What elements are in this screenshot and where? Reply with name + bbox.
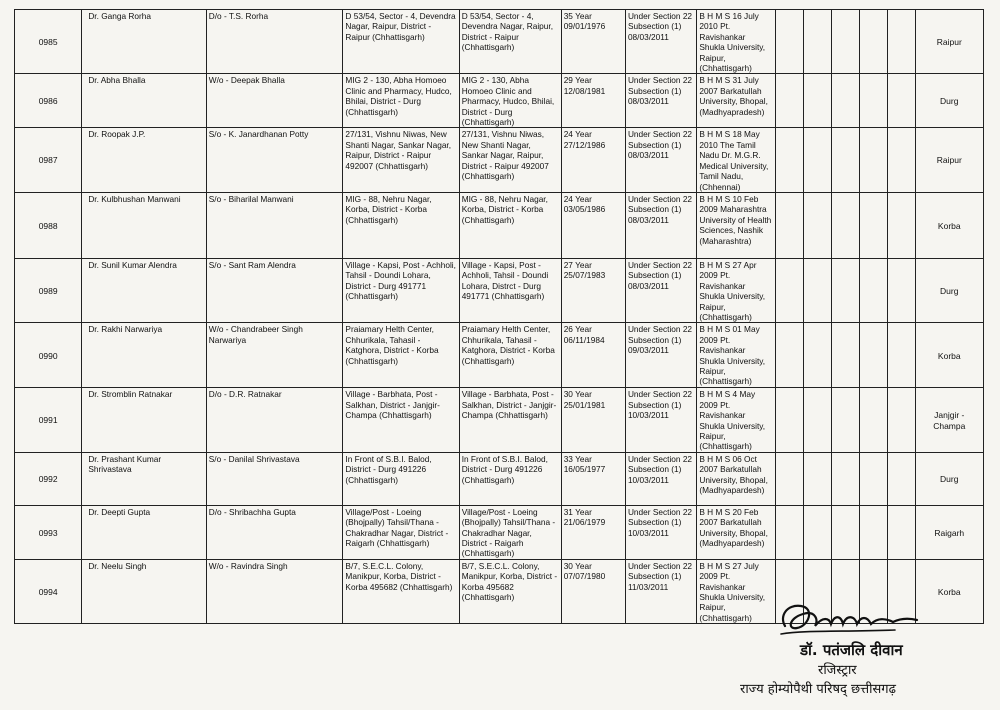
doctor-name-cell: Dr. Stromblin Ratnakar xyxy=(82,388,206,452)
qualification-cell: B H M S 18 May 2010 The Tamil Nadu Dr. M.G.R. Medical University, Tamil Nadu, (Chhennai) xyxy=(697,128,776,192)
registration-section-cell: Under Section 22 Subsection (1) 08/03/2011 xyxy=(625,192,696,258)
permanent-address-cell: Praiamary Helth Center, Chhurikala, Tahasil - Katghora, District - Korba (Chhattisgarh) xyxy=(459,323,561,388)
serial-number-cell: 0987 xyxy=(15,128,82,192)
relation-name-cell: D/o - Shribachha Gupta xyxy=(206,505,343,559)
registration-table xyxy=(14,9,984,624)
blank-cell xyxy=(804,505,832,559)
blank-cell xyxy=(860,74,888,128)
blank-cell xyxy=(860,10,888,74)
district-cell: Durg xyxy=(915,452,983,505)
age-dob-cell: 35 Year 09/01/1976 xyxy=(561,10,625,74)
blank-cell xyxy=(888,388,916,452)
district-cell: Korba xyxy=(915,559,983,623)
qualification-cell: B H M S 16 July 2010 Pt. Ravishankar Shukla University, Raipur, (Chhattisgarh) xyxy=(697,10,776,74)
serial-number-cell: 0989 xyxy=(15,258,82,322)
present-address-cell: Village - Barbhata, Post - Salkhan, District - Janjgir-Champa (Chhattisgarh) xyxy=(343,388,459,452)
table-row xyxy=(15,388,984,452)
registration-section-cell: Under Section 22 Subsection (1) 09/03/2011 xyxy=(625,323,696,388)
permanent-address-cell: In Front of S.B.I. Balod, District - Durg 491226 (Chhattisgarh) xyxy=(459,452,561,505)
district-cell: Durg xyxy=(915,74,983,128)
serial-number-cell: 0992 xyxy=(15,452,82,505)
blank-cell xyxy=(775,258,804,322)
qualification-cell: B H M S 10 Feb 2009 Maharashtra University of Health Sciences, Nashik (Maharashtra) xyxy=(697,192,776,258)
relation-name-cell: W/o - Ravindra Singh xyxy=(206,559,343,623)
doctor-name-cell: Dr. Abha Bhalla xyxy=(82,74,206,128)
serial-number-cell: 0990 xyxy=(15,323,82,388)
blank-cell xyxy=(860,452,888,505)
signature-mark xyxy=(775,596,925,640)
district-cell: Korba xyxy=(915,192,983,258)
age-dob-cell: 29 Year 12/08/1981 xyxy=(561,74,625,128)
registration-section-cell: Under Section 22 Subsection (1) 08/03/2011 xyxy=(625,74,696,128)
permanent-address-cell: MIG - 88, Nehru Nagar, Korba, District - Korba (Chhattisgarh) xyxy=(459,192,561,258)
age-dob-cell: 24 Year 03/05/1986 xyxy=(561,192,625,258)
age-dob-cell: 26 Year 06/11/1984 xyxy=(561,323,625,388)
doctor-name-cell: Dr. Roopak J.P. xyxy=(82,128,206,192)
doctor-name-cell: Dr. Deepti Gupta xyxy=(82,505,206,559)
council-name: राज्य होम्योपैथी परिषद् छत्तीसगढ़ xyxy=(740,682,896,697)
serial-number-cell: 0993 xyxy=(15,505,82,559)
registration-section-cell: Under Section 22 Subsection (1) 08/03/2011 xyxy=(625,10,696,74)
blank-cell xyxy=(831,128,860,192)
relation-name-cell: S/o - Sant Ram Alendra xyxy=(206,258,343,322)
age-dob-cell: 31 Year 21/06/1979 xyxy=(561,505,625,559)
district-cell: Raipur xyxy=(915,10,983,74)
present-address-cell: In Front of S.B.I. Balod, District - Durg 491226 (Chhattisgarh) xyxy=(343,452,459,505)
blank-cell xyxy=(860,505,888,559)
blank-cell xyxy=(775,323,804,388)
registration-section-cell: Under Section 22 Subsection (1) 10/03/2011 xyxy=(625,388,696,452)
blank-cell xyxy=(860,192,888,258)
serial-number-cell: 0986 xyxy=(15,74,82,128)
permanent-address-cell: Village/Post - Loeing (Bhojpally) Tahsil/Thana - Chakradhar Nagar, District - Raigarh (Chhattisgarh) xyxy=(459,505,561,559)
blank-cell xyxy=(888,192,916,258)
present-address-cell: B/7, S.E.C.L. Colony, Manikpur, Korba, District - Korba 495682 (Chhattisgarh) xyxy=(343,559,459,623)
blank-cell xyxy=(804,388,832,452)
blank-cell xyxy=(888,452,916,505)
present-address-cell: 27/131, Vishnu Niwas, New Shanti Nagar, Sankar Nagar, Raipur, District - Raipur 492007 (Chhattisgarh) xyxy=(343,128,459,192)
relation-name-cell: W/o - Deepak Bhalla xyxy=(206,74,343,128)
age-dob-cell: 30 Year 07/07/1980 xyxy=(561,559,625,623)
registration-section-cell: Under Section 22 Subsection (1) 10/03/2011 xyxy=(625,452,696,505)
serial-number-cell: 0991 xyxy=(15,388,82,452)
serial-number-cell: 0985 xyxy=(15,10,82,74)
blank-cell xyxy=(775,74,804,128)
age-dob-cell: 33 Year 16/05/1977 xyxy=(561,452,625,505)
blank-cell xyxy=(831,74,860,128)
qualification-cell: B H M S 27 July 2009 Pt. Ravishankar Shukla University, Raipur, (Chhattisgarh) xyxy=(697,559,776,623)
blank-cell xyxy=(775,452,804,505)
blank-cell xyxy=(831,452,860,505)
blank-cell xyxy=(831,258,860,322)
relation-name-cell: W/o - Chandrabeer Singh Narwariya xyxy=(206,323,343,388)
blank-cell xyxy=(888,74,916,128)
blank-cell xyxy=(860,128,888,192)
blank-cell xyxy=(804,74,832,128)
serial-number-cell: 0988 xyxy=(15,192,82,258)
permanent-address-cell: D 53/54, Sector - 4, Devendra Nagar, Raipur, District - Raipur (Chhattisgarh) xyxy=(459,10,561,74)
blank-cell xyxy=(888,10,916,74)
doctor-name-cell: Dr. Prashant Kumar Shrivastava xyxy=(82,452,206,505)
registration-section-cell: Under Section 22 Subsection (1) 08/03/2011 xyxy=(625,128,696,192)
age-dob-cell: 30 Year 25/01/1981 xyxy=(561,388,625,452)
blank-cell xyxy=(804,323,832,388)
relation-name-cell: S/o - K. Janardhanan Potty xyxy=(206,128,343,192)
blank-cell xyxy=(775,10,804,74)
permanent-address-cell: MIG 2 - 130, Abha Homoeo Clinic and Pharmacy, Hudco, Bhilai, District - Durg (Chhattisgarh) xyxy=(459,74,561,128)
doctor-name-cell: Dr. Neelu Singh xyxy=(82,559,206,623)
registration-section-cell: Under Section 22 Subsection (1) 10/03/2011 xyxy=(625,505,696,559)
present-address-cell: MIG 2 - 130, Abha Homoeo Clinic and Pharmacy, Hudco, Bhilai, District - Durg (Chhattisgarh) xyxy=(343,74,459,128)
serial-number-cell: 0994 xyxy=(15,559,82,623)
blank-cell xyxy=(888,128,916,192)
blank-cell xyxy=(888,323,916,388)
district-cell: Raigarh xyxy=(915,505,983,559)
blank-cell xyxy=(860,258,888,322)
table-row xyxy=(15,192,984,258)
present-address-cell: Village - Kapsi, Post - Achholi, Tahsil - Doundi Lohara, District - Durg 491771 (Chhattisgarh) xyxy=(343,258,459,322)
doctor-name-cell: Dr. Rakhi Narwariya xyxy=(82,323,206,388)
table-row xyxy=(15,323,984,388)
permanent-address-cell: 27/131, Vishnu Niwas, New Shanti Nagar, Sankar Nagar, Raipur, District - Raipur 492007 (Chhattisgarh) xyxy=(459,128,561,192)
blank-cell xyxy=(860,323,888,388)
age-dob-cell: 24 Year 27/12/1986 xyxy=(561,128,625,192)
qualification-cell: B H M S 06 Oct 2007 Barkatullah University, Bhopal, (Madhyapardesh) xyxy=(697,452,776,505)
present-address-cell: Village/Post - Loeing (Bhojpally) Tahsil/Thana - Chakradhar Nagar, District - Raigarh (Chhattisgarh) xyxy=(343,505,459,559)
table-row xyxy=(15,258,984,322)
blank-cell xyxy=(831,388,860,452)
permanent-address-cell: Village - Kapsi, Post - Achholi, Tahsil - Doundi Lohara, Distrct - Durg 491771 (Chhattisgarh) xyxy=(459,258,561,322)
registrar-title: रजिस्ट्रार xyxy=(818,663,857,678)
blank-cell xyxy=(775,192,804,258)
present-address-cell: Praiamary Helth Center, Chhurikala, Tahasil - Katghora, District - Korba (Chhattisgarh) xyxy=(343,323,459,388)
qualification-cell: B H M S 31 July 2007 Barkatullah University, Bhopal, (Madhyapradesh) xyxy=(697,74,776,128)
registration-section-cell: Under Section 22 Subsection (1) 11/03/2011 xyxy=(625,559,696,623)
blank-cell xyxy=(888,258,916,322)
registrar-signature-block xyxy=(740,596,980,708)
blank-cell xyxy=(775,128,804,192)
doctor-name-cell: Dr. Ganga Rorha xyxy=(82,10,206,74)
district-cell: Janjgir - Champa xyxy=(915,388,983,452)
blank-cell xyxy=(804,128,832,192)
table-row xyxy=(15,128,984,192)
blank-cell xyxy=(804,10,832,74)
blank-cell xyxy=(831,505,860,559)
relation-name-cell: S/o - Biharilal Manwani xyxy=(206,192,343,258)
district-cell: Raipur xyxy=(915,128,983,192)
table-row xyxy=(15,452,984,505)
relation-name-cell: D/o - T.S. Rorha xyxy=(206,10,343,74)
blank-cell xyxy=(860,388,888,452)
qualification-cell: B H M S 01 May 2009 Pt. Ravishankar Shukla University, Raipur, (Chhattisgarh) xyxy=(697,323,776,388)
relation-name-cell: D/o - D.R. Ratnakar xyxy=(206,388,343,452)
permanent-address-cell: B/7, S.E.C.L. Colony, Manikpur, Korba, District - Korba 495682 (Chhattisgarh) xyxy=(459,559,561,623)
table-row xyxy=(15,505,984,559)
district-cell: Durg xyxy=(915,258,983,322)
present-address-cell: MIG - 88, Nehru Nagar, Korba, District - Korba (Chhattisgarh) xyxy=(343,192,459,258)
doctor-name-cell: Dr. Sunil Kumar Alendra xyxy=(82,258,206,322)
doctor-name-cell: Dr. Kulbhushan Manwani xyxy=(82,192,206,258)
qualification-cell: B H M S 4 May 2009 Pt. Ravishankar Shukla University, Raipur, (Chhattisgarh) xyxy=(697,388,776,452)
blank-cell xyxy=(831,10,860,74)
relation-name-cell: S/o - Danilal Shrivastava xyxy=(206,452,343,505)
blank-cell xyxy=(804,192,832,258)
registration-section-cell: Under Section 22 Subsection (1) 08/03/2011 xyxy=(625,258,696,322)
blank-cell xyxy=(888,505,916,559)
blank-cell xyxy=(804,258,832,322)
qualification-cell: B H M S 27 Apr 2009 Pt. Ravishankar Shukla University, Raipur, (Chhattisgarh) xyxy=(697,258,776,322)
district-cell: Korba xyxy=(915,323,983,388)
table-row xyxy=(15,74,984,128)
blank-cell xyxy=(775,505,804,559)
blank-cell xyxy=(831,323,860,388)
present-address-cell: D 53/54, Sector - 4, Devendra Nagar, Raipur, District - Raipur (Chhattisgarh) xyxy=(343,10,459,74)
registrar-name: डॉ. पतंजलि दीवान xyxy=(800,641,903,659)
age-dob-cell: 27 Year 25/07/1983 xyxy=(561,258,625,322)
blank-cell xyxy=(804,452,832,505)
table-row xyxy=(15,10,984,74)
table-body xyxy=(15,10,984,624)
blank-cell xyxy=(775,388,804,452)
permanent-address-cell: Village - Barbhata, Post - Salkhan, District - Janjgir-Champa (Chhattisgarh) xyxy=(459,388,561,452)
blank-cell xyxy=(831,192,860,258)
qualification-cell: B H M S 20 Feb 2007 Barkatullah University, Bhopal, (Madhyapardesh) xyxy=(697,505,776,559)
